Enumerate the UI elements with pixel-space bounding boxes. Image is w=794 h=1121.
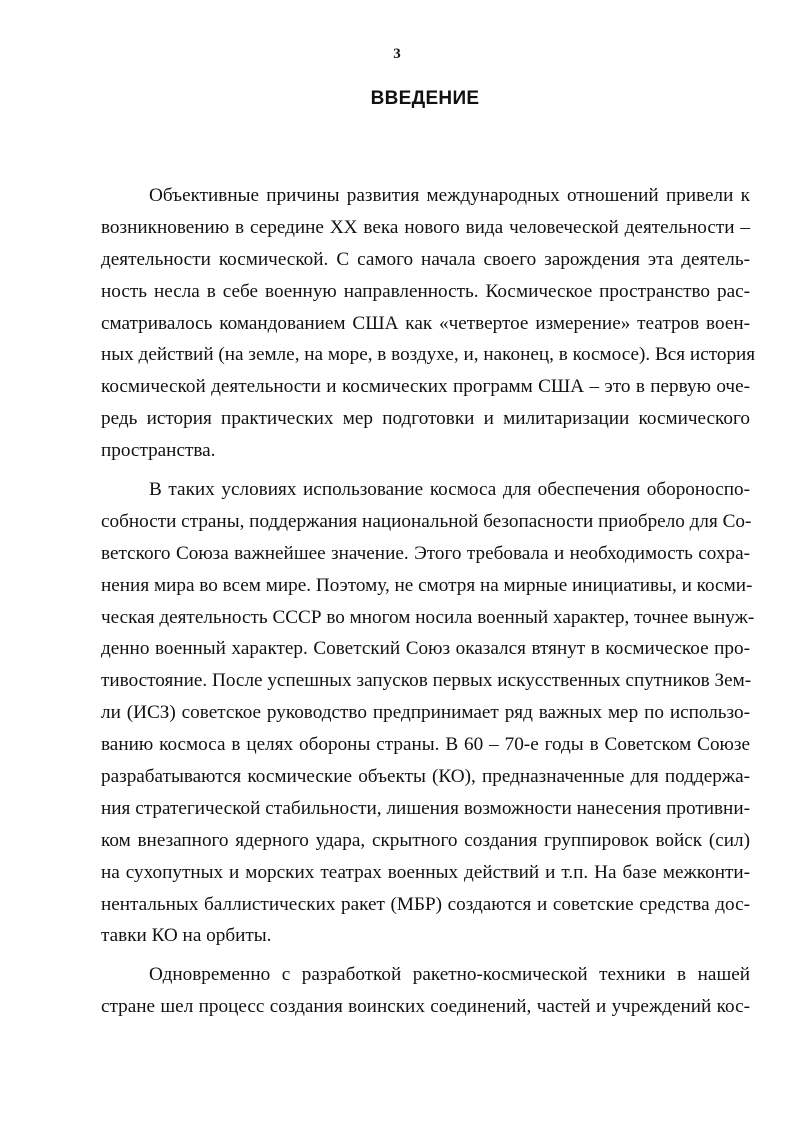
page-number: 3 (393, 46, 401, 62)
text-line: ность несла в себе военную направленность. Космическое пространство рас- (101, 280, 750, 302)
text-line: ных действий (на земле, на море, в воздухе, и, наконец, в космосе). Вся история (101, 344, 756, 366)
paragraph (101, 180, 756, 467)
text-line: Одновременно с разработкой ракетно-космической техники в нашей (149, 964, 750, 986)
text-line: нентальных баллистических ракет (МБР) создаются и советские средства дос- (101, 893, 750, 915)
text-line: пространства. (101, 440, 216, 462)
paragraph-gap (101, 952, 750, 959)
text-line: возникновению в середине XX века нового вида человеческой деятельности – (101, 216, 750, 238)
text-line: нения мира во всем мире. Поэтому, не смотря на мирные инициативы, и косми- (101, 574, 753, 596)
text-line: ческая деятельность СССР во многом носила военный характер, точнее вынуж- (101, 606, 755, 628)
text-line: ветского Союза важнейшее значение. Этого требовала и необходимость сохра- (101, 542, 750, 564)
text-line: тавки КО на орбиты. (101, 925, 272, 947)
text-line: ком внезапного ядерного удара, скрытного создания группировок войск (сил) (101, 829, 750, 851)
text-line: собности страны, поддержания национальной безопасности приобрело для Со- (101, 510, 752, 532)
text-line: В таких условиях использование космоса для обеспечения обороноспо- (149, 479, 750, 501)
paragraph-gap (101, 467, 750, 474)
text-line: ния стратегической стабильности, лишения возможности нанесения противни- (101, 797, 750, 819)
section-title: ВВЕДЕНИЕ (370, 88, 480, 109)
paragraph (101, 474, 755, 952)
paragraph (101, 959, 750, 1023)
text-line: сматривалось командованием США как «четвертое измерение» театров воен- (101, 312, 750, 334)
text-line: космической деятельности и космических программ США – это в первую оче- (101, 376, 750, 398)
text-line: на сухопутных и морских театрах военных действий и т.п. На базе межконти- (101, 861, 750, 883)
text-line: ванию космоса в целях обороны страны. В 60 – 70-е годы в Советском Союзе (101, 734, 750, 756)
text-line: тивостояние. После успешных запусков первых искусственных спутников Зем- (101, 670, 752, 692)
text-line: деятельности космической. С самого начала своего зарождения эта деятель- (101, 248, 750, 270)
text-line: редь история практических мер подготовки и милитаризации космического (101, 408, 750, 430)
text-line: ли (ИСЗ) советское руководство предпринимает ряд важных мер по использо- (101, 702, 750, 724)
text-line: Объективные причины развития международных отношений привели к (149, 185, 750, 206)
text-line: стране шел процесс создания воинских соединений, частей и учреждений кос- (101, 996, 750, 1018)
text-line: денно военный характер. Советский Союз оказался втянут в космическое про- (101, 638, 750, 660)
body-text (101, 180, 756, 1023)
text-line: разрабатываются космические объекты (КО), предназначенные для поддержа- (101, 766, 750, 788)
